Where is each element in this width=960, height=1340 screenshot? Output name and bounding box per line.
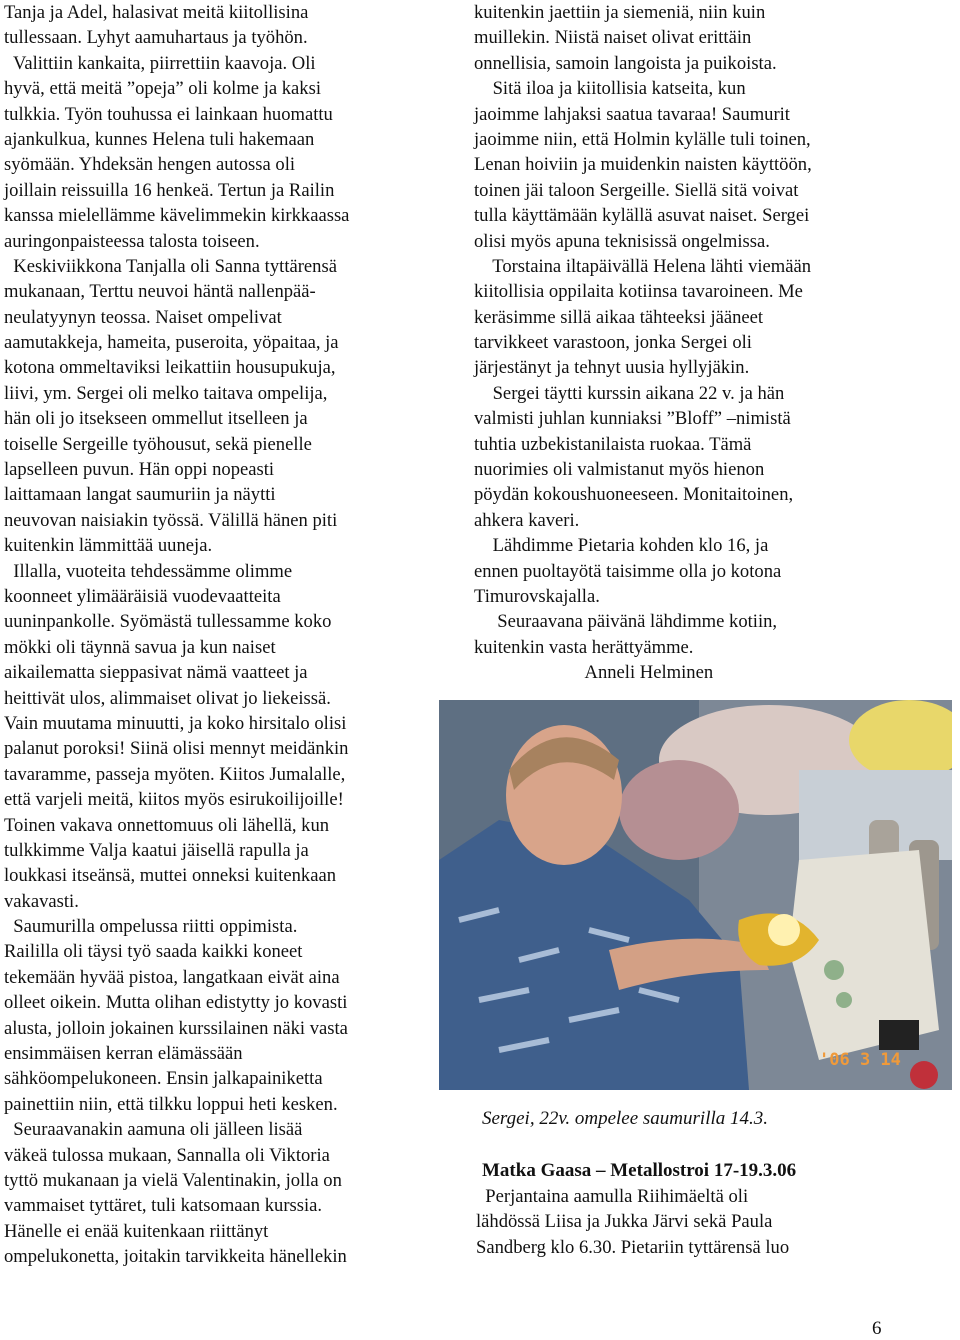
text-line: kuitenkin jaettiin ja siemeniä, niin kuin bbox=[474, 2, 766, 23]
text-line: tekemään hyvää pistoa, langatkaan eivät aina bbox=[4, 966, 340, 988]
text-line: laittamaan langat saumuriin ja näytti bbox=[4, 484, 276, 506]
page-number: 6 bbox=[872, 1318, 882, 1339]
text-line: valmisti juhlan kunniaksi ”Bloff” –nimistä bbox=[474, 408, 791, 430]
text-line: muillekin. Niistä naiset olivat erittäin bbox=[474, 27, 752, 49]
text-line: ensimmäisen kerran elämässään bbox=[4, 1043, 243, 1065]
text-line: tullessaan. Lyhyt aamuhartaus ja työhön. bbox=[4, 27, 308, 49]
text-line: heittivät ulos, alimmaiset olivat jo liekeissä. bbox=[4, 687, 331, 709]
text-line: ajankulkua, kunnes Helena tuli hakemaan bbox=[4, 128, 315, 150]
text-line: hyvä, että meitä ”opeja” oli kolme ja kaksi bbox=[4, 78, 322, 100]
text-line: loukkasi itseänsä, muttei onneksi kuitenkaan bbox=[4, 865, 337, 887]
photo-caption: Sergei, 22v. ompelee saumurilla 14.3. bbox=[482, 1108, 769, 1129]
text-line: tulkkimme Valja kaatui jäisellä rapulla ja bbox=[4, 839, 309, 861]
text-line: Vain muutama minuutti, ja koko hirsitalo olisi bbox=[4, 712, 347, 734]
text-line: lapselleen puvun. Hän oppi nopeasti bbox=[4, 459, 275, 481]
text-line: tulla käyttämään kylällä asuvat naiset. Sergei bbox=[474, 205, 810, 227]
article-intro bbox=[476, 1184, 789, 1260]
text-line: Toinen vakava onnettomuus oli lähellä, kun bbox=[4, 814, 330, 836]
text-line: aikailematta sieppasivat nämä vaatteet ja bbox=[4, 662, 308, 684]
text-line: jaoimme lahjaksi saatua tavaraa! Saumurit bbox=[474, 103, 790, 125]
photo-date-stamp: '06 3 14 bbox=[819, 1050, 901, 1070]
text-line: Keskiviikkona Tanjalla oli Sanna tyttärensä bbox=[4, 255, 337, 277]
article-heading: Matka Gaasa – Metallostroi 17-19.3.06 bbox=[482, 1160, 797, 1181]
text-line: Hänelle ei enää kuitenkaan riittänyt bbox=[4, 1220, 269, 1242]
text-line: joillain reissuilla 16 henkeä. Tertun ja Railin bbox=[4, 179, 335, 201]
text-line: vakavasti. bbox=[4, 890, 79, 912]
text-line: Sitä iloa ja kiitollisia katseita, kun bbox=[474, 78, 746, 100]
text-line: painettiin niin, että tilkku loppui heti kesken. bbox=[4, 1093, 338, 1115]
text-line: palanut poroksi! Siinä olisi mennyt meidänkin bbox=[4, 738, 349, 760]
text-line: sähköompelukoneen. Ensin jalkapainiketta bbox=[4, 1068, 323, 1090]
text-line: Raililla oli täysi työ saada kaikki koneet bbox=[4, 941, 303, 963]
text-line: tavaramme, passeja myöten. Kiitos Jumalalle, bbox=[4, 763, 346, 785]
text-line: ompelukonetta, joitakin tarvikkeita hänellekin bbox=[4, 1246, 347, 1268]
text-line: tulkkia. Työn touhussa ei lainkaan huomattu bbox=[4, 103, 333, 125]
text-line: keräsimme sillä aikaa tähteeksi jääneet bbox=[474, 306, 764, 328]
text-line: koonneet ylimääräisiä vuodevaatteita bbox=[4, 585, 281, 607]
text-line: Illalla, vuoteita tehdessämme olimme bbox=[4, 560, 293, 582]
text-line: kiitollisia oppilaita kotiinsa tavaroineen. Me bbox=[474, 281, 803, 303]
sewing-photo bbox=[439, 700, 952, 1090]
text-line: lähdössä Liisa ja Jukka Järvi sekä Paula bbox=[476, 1211, 773, 1233]
text-line: neuvovan naisiakin työssä. Välillä hänen piti bbox=[4, 509, 338, 531]
text-line: Seuraavanakin aamuna oli jälleen lisää bbox=[4, 1119, 303, 1141]
text-line: mukanaan, Terttu neuvoi häntä nallenpää- bbox=[4, 281, 316, 303]
text-line: Seuraavana päivänä lähdimme kotiin, bbox=[474, 611, 778, 633]
text-line: tuhtia uzbekistanilaista ruokaa. Tämä bbox=[474, 433, 752, 455]
text-line: hän oli jo itsekseen ommellut itselleen ja bbox=[4, 408, 308, 430]
right-text-column bbox=[474, 0, 944, 686]
text-line: toiselle Sergeille työhousut, sekä pienelle bbox=[4, 433, 312, 455]
text-line: alusta, jolloin jokainen kurssilainen näki vasta bbox=[4, 1017, 348, 1039]
text-line: toinen jäi taloon Sergeille. Siellä sitä voivat bbox=[474, 179, 799, 201]
text-line: Perjantaina aamulla Riihimäeltä oli bbox=[476, 1186, 749, 1207]
text-line: uuninpankolle. Syömästä tullessamme koko bbox=[4, 611, 332, 633]
text-line: vammaiset tyttäret, tuli katsomaan kurssia. bbox=[4, 1195, 323, 1217]
text-line: olleet oikein. Mutta olihan edistytty jo kovasti bbox=[4, 992, 348, 1014]
text-line: Sergei täytti kurssin aikana 22 v. ja hän bbox=[474, 382, 785, 404]
text-line: Saumurilla ompelussa riitti oppimista. bbox=[4, 916, 298, 938]
text-line: onnellisia, samoin langoista ja puikoista. bbox=[474, 52, 777, 74]
text-line: Lenan hoiviin ja muidenkin naisten käyttöön, bbox=[474, 154, 812, 176]
text-line: Anneli Helminen bbox=[474, 662, 714, 684]
text-line: järjestänyt ja tehnyt uusia hyllyjäkin. bbox=[474, 357, 750, 379]
text-line: Timurovskajalla. bbox=[474, 585, 600, 607]
text-line: Valittiin kankaita, piirrettiin kaavoja. Oli bbox=[4, 52, 316, 74]
text-line: liivi, ym. Sergei oli melko taitava ompelija, bbox=[4, 382, 328, 404]
text-line: väkeä tulossa mukaan, Sannalla oli Viktoria bbox=[4, 1144, 330, 1166]
text-line: syömään. Yhdeksän hengen autossa oli bbox=[4, 154, 296, 176]
text-line: kanssa mielellämme kävelimmekin kirkkaassa bbox=[4, 205, 350, 227]
text-line: pöydän kokoushuoneeseen. Monitaitoinen, bbox=[474, 484, 794, 506]
text-line: että varjeli meitä, kiitos myös esirukoilijoille! bbox=[4, 789, 344, 811]
text-line: nuorimies oli valmistanut myös hienon bbox=[474, 459, 765, 481]
text-line: kuitenkin vasta herättyämme. bbox=[474, 636, 694, 658]
text-line: Lähdimme Pietaria kohden klo 16, ja bbox=[474, 535, 769, 557]
text-line: tarvikkeet varastoon, jonka Sergei oli bbox=[474, 332, 752, 354]
text-line: jaoimme niin, että Holmin kylälle tuli toinen, bbox=[474, 128, 811, 150]
text-line: auringonpaisteessa talosta toiseen. bbox=[4, 230, 260, 252]
text-line: ahkera kaveri. bbox=[474, 509, 580, 531]
text-line: tyttö mukanaan ja vielä Valentinakin, jolla on bbox=[4, 1169, 342, 1191]
text-line: kuitenkin lämmittää uuneja. bbox=[4, 535, 213, 557]
text-line: kotona ommeltaviksi leikattiin housupukuja, bbox=[4, 357, 336, 379]
text-line: Sandberg klo 6.30. Pietariin tyttärensä luo bbox=[476, 1236, 790, 1258]
text-line: Torstaina iltapäivällä Helena lähti viemään bbox=[474, 255, 812, 277]
text-line: olisi myös apuna teknisissä ongelmissa. bbox=[474, 230, 770, 252]
text-line: aamutakkeja, hameita, puseroita, yöpaitaa, ja bbox=[4, 332, 339, 354]
left-text-column bbox=[4, 0, 454, 1270]
text-line: neulatyynyn teossa. Naiset ompelivat bbox=[4, 306, 282, 328]
text-line: ennen puoltayötä taisimme olla jo kotona bbox=[474, 560, 782, 582]
text-line: mökki oli täynnä savua ja kun naiset bbox=[4, 636, 276, 658]
text-line: Tanja ja Adel, halasivat meitä kiitollisina bbox=[4, 2, 309, 23]
